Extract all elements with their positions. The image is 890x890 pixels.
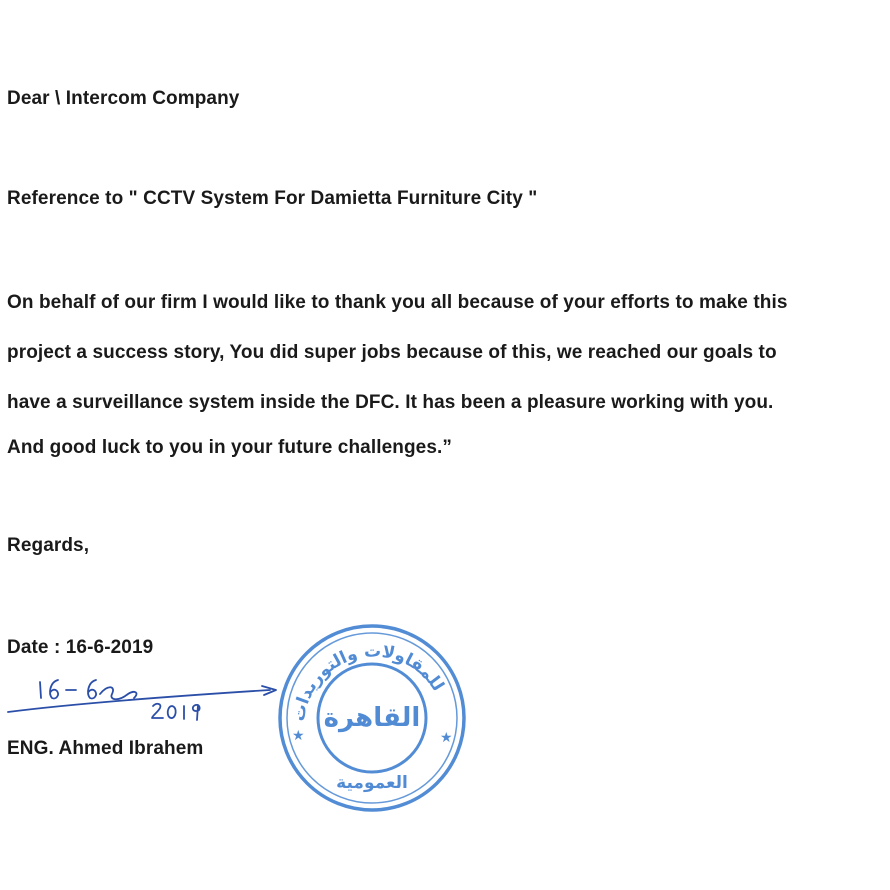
handwritten-signature [0,664,300,724]
stamp-star-right: ★ [440,730,453,746]
signer-name: ENG. Ahmed Ibrahem [7,738,204,759]
closing: Regards, [7,535,90,556]
stamp-outer-text: للمقاولات والتوريدات [288,641,448,723]
body-line-4: And good luck to you in your future challenges.” [7,437,452,458]
stamp-center-text: القاهرة [323,703,421,733]
date-line: Date : 16-6-2019 [7,637,154,658]
reference-line: Reference to " CCTV System For Damietta Furniture City " [7,188,538,209]
salutation: Dear \ Intercom Company [7,88,240,109]
body-line-3: have a surveillance system inside the DFC. It has been a pleasure working with you. [7,392,774,413]
body-line-1: On behalf of our firm I would like to thank you all because of your efforts to make this [7,292,788,313]
body-line-2: project a success story, You did super jobs because of this, we reached our goals to [7,342,777,363]
company-stamp [272,618,472,818]
stamp-star-left: ★ [292,728,305,744]
stamp-bottom-text: العمومية [336,773,408,793]
